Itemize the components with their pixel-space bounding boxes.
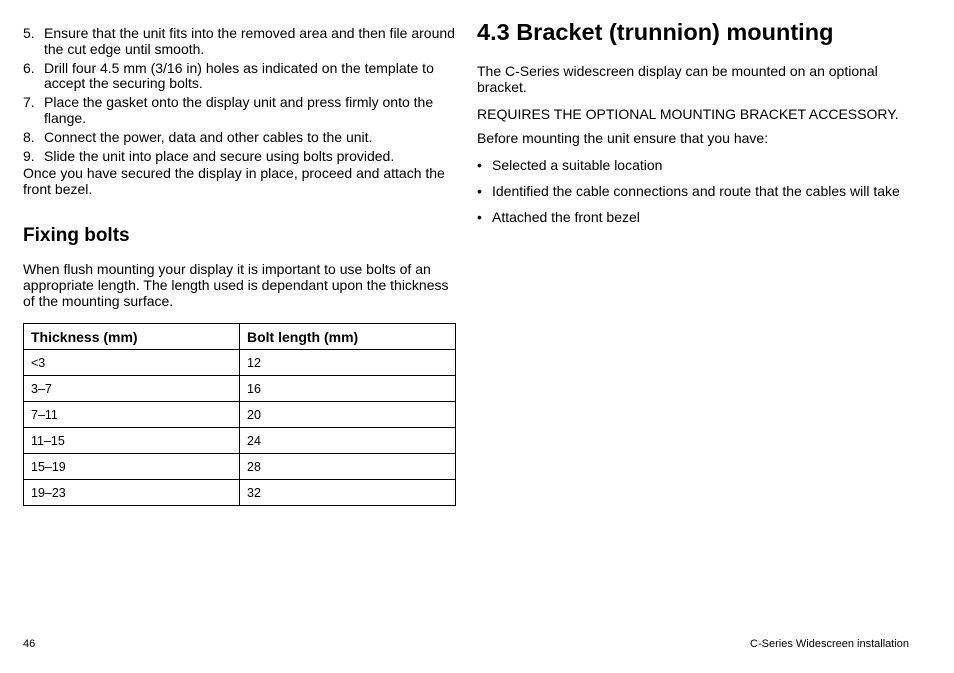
bolt-length-cell: 12 bbox=[240, 350, 456, 376]
list-item bbox=[477, 183, 917, 199]
right-column bbox=[477, 18, 917, 235]
step-number: 5. bbox=[23, 25, 35, 41]
table-row bbox=[24, 376, 456, 402]
step-item bbox=[23, 61, 455, 92]
bolt-length-table bbox=[23, 323, 456, 506]
step-number: 9. bbox=[23, 147, 35, 164]
table-row bbox=[24, 454, 456, 480]
section-heading: 4.3 Bracket (trunnion) mounting bbox=[477, 19, 834, 45]
bolt-length-cell: 20 bbox=[240, 402, 456, 428]
thickness-cell: 3–7 bbox=[24, 376, 240, 402]
column-header-thickness: Thickness (mm) bbox=[24, 324, 240, 350]
list-item-text: Identified the cable connections and route that the cables will take bbox=[492, 183, 900, 199]
bullet-icon: • bbox=[477, 183, 482, 199]
list-item bbox=[477, 157, 917, 173]
fixing-bolts-heading: Fixing bolts bbox=[23, 225, 130, 246]
list-item-text: Attached the front bezel bbox=[492, 209, 640, 225]
step-item bbox=[23, 95, 455, 126]
accessory-requirement: REQUIRES THE OPTIONAL MOUNTING BRACKET ACCESSORY. bbox=[477, 106, 899, 122]
table-row bbox=[24, 428, 456, 454]
bullet-icon: • bbox=[477, 209, 482, 225]
table-row bbox=[24, 350, 456, 376]
bolt-length-cell: 16 bbox=[240, 376, 456, 402]
step-text: Ensure that the unit fits into the removed area and then file around the cut edge until smooth. bbox=[44, 25, 455, 57]
thickness-cell: 11–15 bbox=[24, 428, 240, 454]
table-row bbox=[24, 480, 456, 506]
bolt-length-cell: 28 bbox=[240, 454, 456, 480]
table-row bbox=[24, 402, 456, 428]
document-title: C-Series Widescreen installation bbox=[750, 638, 909, 650]
bolt-length-cell: 32 bbox=[240, 480, 456, 506]
step-text: Drill four 4.5 mm (3/16 in) holes as indicated on the template to accept the securing bolts. bbox=[44, 59, 434, 91]
step-text: Place the gasket onto the display unit and press firmly onto the flange. bbox=[44, 94, 434, 126]
step-text: Connect the power, data and other cables to the unit. bbox=[44, 128, 373, 145]
step-number: 6. bbox=[23, 59, 35, 76]
fixing-bolts-intro: When flush mounting your display it is important to use bolts of an appropriate length. The length used is dependant upon the thickness of the mounting surface. bbox=[23, 261, 449, 309]
step-item bbox=[23, 26, 455, 57]
page-number: 46 bbox=[23, 638, 36, 650]
bracket-intro: The C-Series widescreen display can be mounted on an optional bracket. bbox=[477, 63, 878, 95]
checklist-intro: Before mounting the unit ensure that you have: bbox=[477, 130, 769, 146]
bullet-icon: • bbox=[477, 157, 482, 173]
step-item bbox=[23, 149, 455, 165]
left-column bbox=[23, 26, 455, 506]
thickness-cell: <3 bbox=[24, 350, 240, 376]
checklist bbox=[477, 157, 917, 225]
step-item bbox=[23, 130, 455, 146]
list-item-text: Selected a suitable location bbox=[492, 157, 663, 173]
list-item bbox=[477, 209, 917, 225]
step-number: 8. bbox=[23, 128, 35, 145]
after-steps-paragraph: Once you have secured the display in place, proceed and attach the front bezel. bbox=[23, 165, 445, 197]
thickness-cell: 15–19 bbox=[24, 454, 240, 480]
thickness-cell: 19–23 bbox=[24, 480, 240, 506]
thickness-cell: 7–11 bbox=[24, 402, 240, 428]
step-text: Slide the unit into place and secure using bolts provided. bbox=[44, 147, 395, 164]
step-number: 7. bbox=[23, 94, 35, 110]
bolt-length-cell: 24 bbox=[240, 428, 456, 454]
table-header-row bbox=[24, 324, 456, 350]
column-header-bolt-length: Bolt length (mm) bbox=[240, 324, 456, 350]
installation-steps bbox=[23, 26, 455, 164]
